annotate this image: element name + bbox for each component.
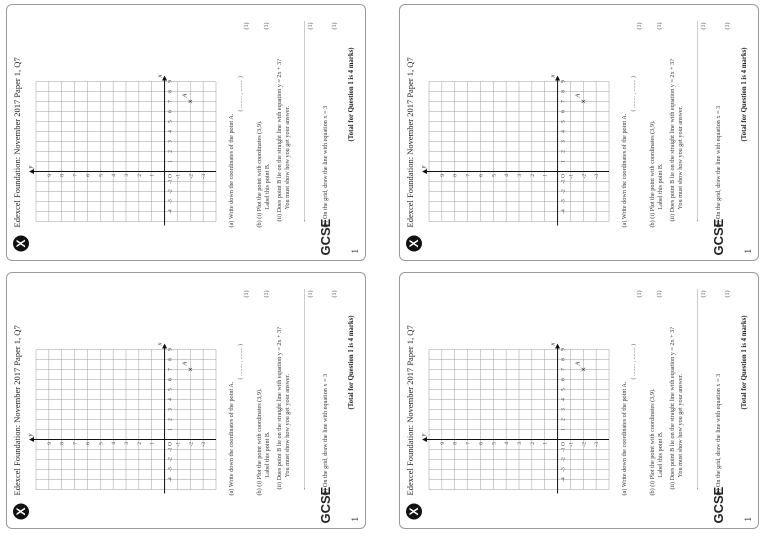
x-tick-label: -4	[560, 208, 567, 214]
y-tick-label: 4	[111, 441, 118, 445]
y-tick-label: 8	[452, 441, 459, 445]
y-tick-label: 1	[542, 441, 549, 445]
question-b-ii: (ii) Does point B lie on the straight line with equation y = 2x + 3?	[669, 326, 676, 489]
worksheet-card-bottom-right	[399, 272, 759, 529]
y-tick-label: 3	[517, 173, 523, 177]
mark-c: (1)	[332, 22, 338, 29]
y-tick-label: -1	[568, 173, 575, 179]
y-tick-label: 7	[72, 441, 79, 445]
question-b-ii: (ii) Does point B lie on the straight line with equation y = 2x + 3?	[276, 326, 283, 489]
point-a-marker: ×	[185, 98, 196, 104]
logo-icon: X	[12, 232, 30, 254]
y-tick-label: -1	[568, 441, 575, 447]
y-tick-label: -2	[581, 441, 588, 447]
point-a-label: A	[575, 361, 582, 365]
answer-line-b-ii	[304, 289, 305, 489]
x-tick-label: 7	[560, 367, 567, 371]
x-tick-label: 3	[560, 407, 567, 411]
brand-label: GCSE	[711, 486, 726, 523]
y-axis-label: y	[27, 165, 34, 168]
page-title: Edexcel Foundation: November 2017 Paper 1, Q7	[12, 56, 22, 227]
page-title: Edexcel Foundation: November 2017 Paper 1, Q7	[405, 56, 415, 227]
question-a: (a) Write down the coordinates of the point A.	[228, 381, 235, 495]
y-tick-label: 2	[136, 441, 143, 445]
answer-bracket-a: ( ........ , ........ )	[238, 343, 244, 379]
x-tick-label: -2	[560, 456, 567, 462]
x-tick-label: 7	[167, 99, 174, 103]
y-axis-label: y	[420, 433, 427, 436]
question-b-ii: (ii) Does point B lie on the straight line with equation y = 2x + 3?	[669, 58, 676, 221]
y-axis-arrow	[422, 437, 427, 442]
x-tick-label: 5	[560, 387, 567, 391]
y-tick-label: -2	[188, 441, 195, 447]
answer-bracket-a: ( ........ , ........ )	[631, 75, 637, 111]
y-tick-label: 1	[149, 441, 156, 445]
x-tick-label: -3	[560, 466, 567, 472]
y-tick-label: 3	[124, 441, 130, 445]
x-axis-label: x	[549, 342, 557, 345]
card-content	[6, 4, 366, 261]
x-tick-label: 6	[167, 377, 174, 381]
point-a-label: A	[182, 361, 189, 365]
question-b-i-sub: Label this point B.	[657, 162, 664, 209]
page-number: 1	[743, 248, 753, 253]
mark-b-i: (1)	[264, 22, 270, 29]
mark-b-i: (1)	[657, 22, 663, 29]
origin-label: O	[167, 173, 174, 178]
x-tick-label: 4	[560, 397, 567, 401]
y-tick-label: 8	[59, 173, 66, 177]
y-tick-label: 8	[452, 173, 459, 177]
mark-a: (1)	[244, 22, 250, 29]
question-total: (Total for Question 1 is 4 marks)	[741, 46, 748, 141]
mark-a: (1)	[244, 290, 250, 297]
x-tick-label: 9	[167, 79, 174, 83]
y-axis-label: y	[420, 165, 427, 168]
question-b-ii-sub: You must show how you get your answer.	[284, 373, 291, 477]
mark-b-i: (1)	[264, 290, 270, 297]
y-tick-label: 7	[465, 173, 472, 177]
mark-c: (1)	[332, 290, 338, 297]
y-axis-arrow	[29, 437, 34, 442]
y-tick-label: 5	[98, 173, 105, 177]
origin-label: O	[560, 173, 567, 178]
y-tick-label: 4	[111, 173, 118, 177]
y-tick-label: -1	[175, 173, 182, 179]
worksheet-card-top-right	[399, 4, 759, 261]
origin-label: O	[167, 441, 174, 446]
page-number: 1	[350, 516, 360, 521]
x-tick-label: 9	[560, 347, 567, 351]
x-tick-label: 1	[167, 159, 174, 163]
x-tick-label: 7	[167, 367, 174, 371]
y-axis-label: y	[27, 433, 34, 436]
x-tick-label: -3	[167, 198, 174, 204]
coordinate-grid	[419, 71, 615, 231]
x-tick-label: 9	[167, 347, 174, 351]
mark-b-ii: (1)	[308, 22, 314, 29]
mark-a: (1)	[637, 290, 643, 297]
brand-label: GCSE	[711, 218, 726, 255]
question-c: (c) On the grid, draw the line with equation x = 3	[322, 105, 329, 227]
y-tick-label: 6	[478, 173, 485, 177]
question-b-i-sub: Label this point B.	[264, 162, 271, 209]
x-tick-label: 1	[560, 427, 567, 431]
x-tick-label: 7	[560, 99, 567, 103]
x-tick-label: 4	[167, 397, 174, 401]
y-tick-label: 9	[439, 441, 446, 445]
question-b-i: (b) (i) Plot the point with coordinates (3,9).	[649, 119, 656, 227]
coordinate-grid	[419, 339, 615, 499]
x-tick-label: -2	[560, 188, 567, 194]
x-axis-label: x	[549, 74, 557, 77]
mark-c: (1)	[725, 22, 731, 29]
x-tick-label: -4	[167, 208, 174, 214]
y-tick-label: 6	[478, 441, 485, 445]
question-b-ii: (ii) Does point B lie on the straight line with equation y = 2x + 3?	[276, 58, 283, 221]
answer-line-b-ii	[697, 289, 698, 489]
mark-b-ii: (1)	[701, 22, 707, 29]
card-content	[6, 272, 366, 529]
x-tick-label: -1	[560, 446, 567, 452]
x-tick-label: -3	[560, 198, 567, 204]
question-a: (a) Write down the coordinates of the point A.	[228, 113, 235, 227]
question-b-i: (b) (i) Plot the point with coordinates (3,9).	[256, 387, 263, 495]
y-tick-label: 4	[504, 441, 511, 445]
x-tick-label: 3	[167, 139, 174, 143]
mark-c: (1)	[725, 290, 731, 297]
point-a-marker: ×	[185, 366, 196, 372]
y-tick-label: 2	[136, 173, 143, 177]
origin-label: O	[560, 441, 567, 446]
x-tick-label: 5	[167, 387, 174, 391]
question-b-i: (b) (i) Plot the point with coordinates (3,9).	[649, 387, 656, 495]
x-tick-label: 5	[560, 119, 567, 123]
y-tick-label: 5	[491, 441, 498, 445]
x-tick-label: 8	[560, 89, 567, 93]
x-tick-label: -4	[167, 476, 174, 482]
question-b-i-sub: Label this point B.	[264, 430, 271, 477]
y-tick-label: 6	[85, 173, 92, 177]
x-tick-label: -2	[167, 456, 174, 462]
x-tick-label: 8	[560, 357, 567, 361]
y-tick-label: 8	[59, 441, 66, 445]
y-tick-label: 3	[517, 441, 523, 445]
answer-line-b-ii	[697, 21, 698, 221]
x-tick-label: 1	[560, 159, 567, 163]
x-tick-label: 9	[560, 79, 567, 83]
worksheet-card-top-left	[6, 4, 366, 261]
mark-b-i: (1)	[657, 290, 663, 297]
question-b-ii-sub: You must show how you get your answer.	[677, 105, 684, 209]
y-tick-label: 5	[491, 173, 498, 177]
question-total: (Total for Question 1 is 4 marks)	[348, 314, 355, 409]
y-tick-label: 1	[149, 173, 156, 177]
question-c: (c) On the grid, draw the line with equation x = 3	[715, 105, 722, 227]
x-tick-label: -4	[560, 476, 567, 482]
card-content	[399, 4, 759, 261]
coordinate-grid	[26, 71, 222, 231]
x-tick-label: 2	[167, 417, 174, 421]
y-tick-label: -3	[201, 173, 208, 179]
x-tick-label: -1	[560, 178, 567, 184]
x-tick-label: 2	[560, 149, 567, 153]
question-b-i: (b) (i) Plot the point with coordinates (3,9).	[256, 119, 263, 227]
mark-b-ii: (1)	[308, 290, 314, 297]
x-tick-label: 2	[560, 417, 567, 421]
question-total: (Total for Question 1 is 4 marks)	[741, 314, 748, 409]
y-axis-arrow	[29, 169, 34, 174]
x-tick-label: 6	[167, 109, 174, 113]
worksheet-card-bottom-left	[6, 272, 366, 529]
page-number: 1	[743, 516, 753, 521]
y-tick-label: 9	[46, 173, 53, 177]
y-axis-arrow	[422, 169, 427, 174]
point-a-label: A	[182, 93, 189, 97]
x-tick-label: -1	[167, 446, 174, 452]
point-a-marker: ×	[578, 98, 589, 104]
brand-label: GCSE	[318, 486, 333, 523]
x-tick-label: 8	[167, 89, 174, 93]
y-tick-label: 5	[98, 441, 105, 445]
y-tick-label: 9	[46, 441, 53, 445]
answer-bracket-a: ( ........ , ........ )	[631, 343, 637, 379]
question-a: (a) Write down the coordinates of the point A.	[621, 381, 628, 495]
x-tick-label: 5	[167, 119, 174, 123]
y-tick-label: -1	[175, 441, 182, 447]
page-title: Edexcel Foundation: November 2017 Paper 1, Q7	[12, 324, 22, 495]
y-tick-label: 6	[85, 441, 92, 445]
x-tick-label: 8	[167, 357, 174, 361]
x-tick-label: 3	[560, 139, 567, 143]
page-number: 1	[350, 248, 360, 253]
y-tick-label: 3	[124, 173, 130, 177]
x-tick-label: -3	[167, 466, 174, 472]
y-tick-label: -3	[594, 441, 601, 447]
x-tick-label: 1	[167, 427, 174, 431]
y-tick-label: -2	[581, 173, 588, 179]
mark-a: (1)	[637, 22, 643, 29]
question-c: (c) On the grid, draw the line with equation x = 3	[322, 373, 329, 495]
coordinate-grid	[26, 339, 222, 499]
logo-icon: X	[405, 232, 423, 254]
y-tick-label: -3	[201, 441, 208, 447]
point-a-marker: ×	[578, 366, 589, 372]
x-tick-label: 3	[167, 407, 174, 411]
x-tick-label: 6	[560, 109, 567, 113]
y-tick-label: -2	[188, 173, 195, 179]
x-tick-label: -1	[167, 178, 174, 184]
question-b-ii-sub: You must show how you get your answer.	[284, 105, 291, 209]
y-tick-label: 2	[529, 173, 536, 177]
x-tick-label: -2	[167, 188, 174, 194]
y-tick-label: 4	[504, 173, 511, 177]
x-tick-label: 2	[167, 149, 174, 153]
y-tick-label: 7	[465, 441, 472, 445]
answer-line-b-ii	[304, 21, 305, 221]
question-b-ii-sub: You must show how you get your answer.	[677, 373, 684, 477]
logo-icon: X	[405, 500, 423, 522]
question-total: (Total for Question 1 is 4 marks)	[348, 46, 355, 141]
card-content	[399, 272, 759, 529]
brand-label: GCSE	[318, 218, 333, 255]
y-tick-label: 1	[542, 173, 549, 177]
question-c: (c) On the grid, draw the line with equation x = 3	[715, 373, 722, 495]
question-b-i-sub: Label this point B.	[657, 430, 664, 477]
y-tick-label: -3	[594, 173, 601, 179]
logo-icon: X	[12, 500, 30, 522]
x-tick-label: 6	[560, 377, 567, 381]
x-axis-label: x	[156, 342, 164, 345]
mark-b-ii: (1)	[701, 290, 707, 297]
answer-bracket-a: ( ........ , ........ )	[238, 75, 244, 111]
point-a-label: A	[575, 93, 582, 97]
x-tick-label: 4	[167, 129, 174, 133]
y-tick-label: 9	[439, 173, 446, 177]
x-axis-label: x	[156, 74, 164, 77]
page-title: Edexcel Foundation: November 2017 Paper 1, Q7	[405, 324, 415, 495]
y-tick-label: 2	[529, 441, 536, 445]
x-tick-label: 4	[560, 129, 567, 133]
question-a: (a) Write down the coordinates of the point A.	[621, 113, 628, 227]
y-tick-label: 7	[72, 173, 79, 177]
